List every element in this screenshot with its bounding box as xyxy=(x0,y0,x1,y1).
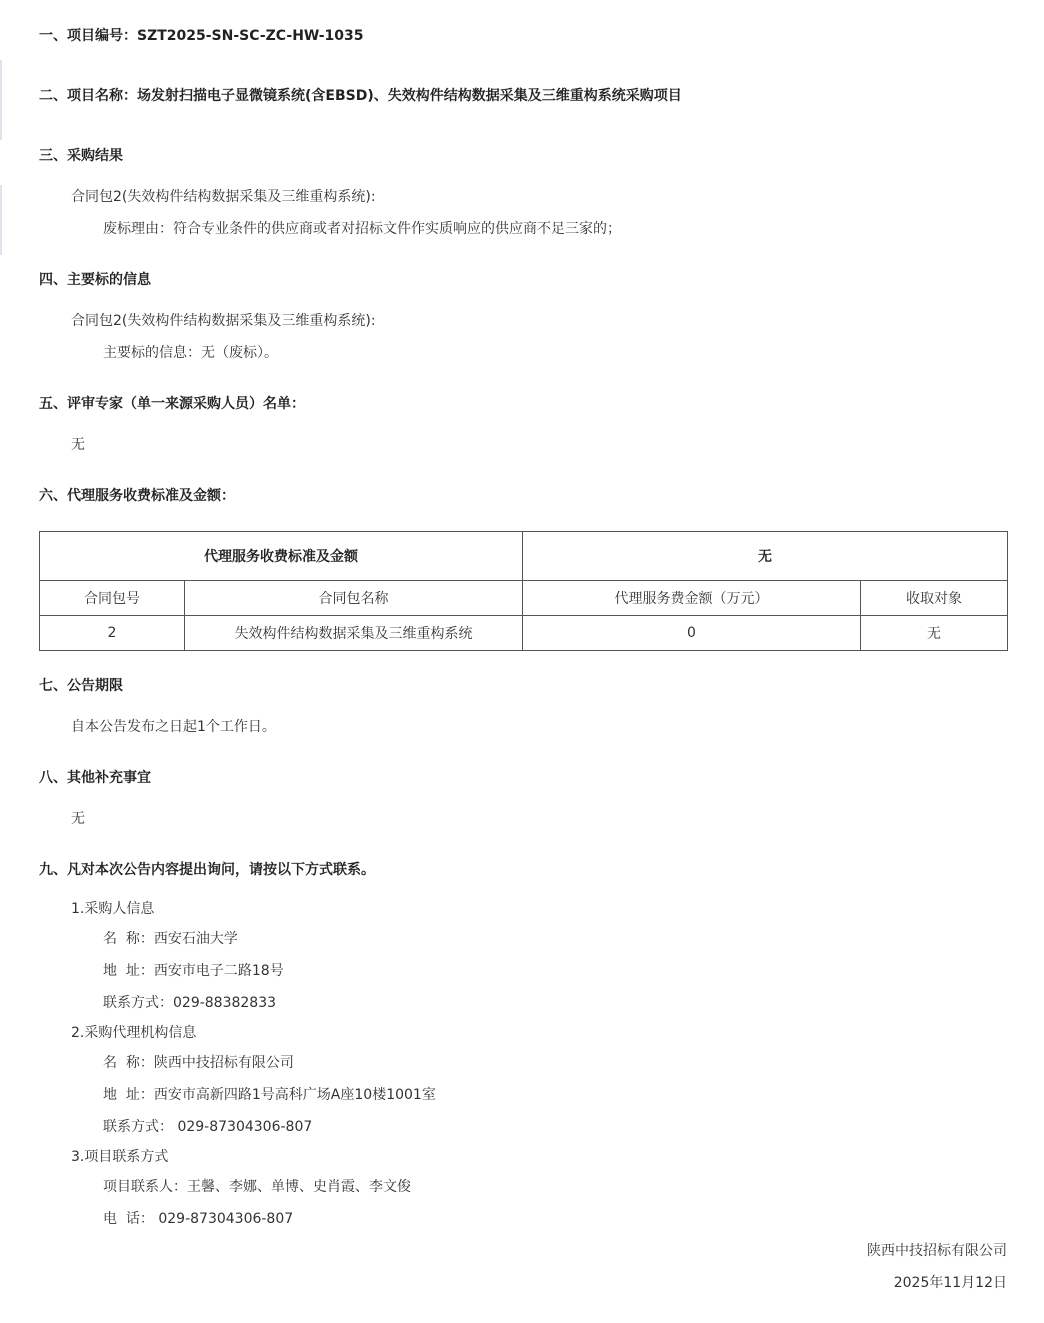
footer-company: 陕西中技招标有限公司 xyxy=(867,1243,1007,1259)
experts-heading: 五、评审专家（单一来源采购人员）名单： xyxy=(39,396,305,412)
agency-title: 2.采购代理机构信息 xyxy=(71,1025,197,1041)
fee-heading: 六、代理服务收费标准及金额： xyxy=(39,488,235,504)
project-contact-phone: 电 话： 029-87304306-807 xyxy=(103,1211,294,1227)
agency-contact: 联系方式： 029-87304306-807 xyxy=(103,1119,313,1135)
purchaser-address: 地 址：西安市电子二路18号 xyxy=(103,963,284,979)
subject-package: 合同包2(失效构件结构数据采集及三维重构系统): xyxy=(71,313,376,329)
project-contact-people: 项目联系人：王馨、李娜、单博、史肖霞、李文俊 xyxy=(103,1179,411,1195)
agency-name: 名 称：陕西中技招标有限公司 xyxy=(103,1055,294,1071)
notice-period-content: 自本公告发布之日起1个工作日。 xyxy=(71,719,276,735)
other-matters-heading: 八、其他补充事宜 xyxy=(39,770,151,786)
other-matters-content: 无 xyxy=(71,811,85,827)
project-name-heading: 二、项目名称：场发射扫描电子显微镜系统(含EBSD)、失效构件结构数据采集及三维重构系统采购项目 xyxy=(39,88,682,104)
subject-info: 主要标的信息：无（废标）。 xyxy=(103,345,278,361)
cell-fee-amount: 0 xyxy=(523,616,861,651)
purchaser-name: 名 称：西安石油大学 xyxy=(103,931,238,947)
column-header-fee-amount: 代理服务费金额（万元） xyxy=(523,581,861,616)
table-row xyxy=(40,616,1008,651)
cell-package-name: 失效构件结构数据采集及三维重构系统 xyxy=(185,616,523,651)
left-edge-accent xyxy=(0,60,2,140)
fee-table xyxy=(39,531,1008,651)
left-edge-accent xyxy=(0,185,2,255)
notice-period-heading: 七、公告期限 xyxy=(39,678,123,694)
project-number-heading: 一、项目编号：SZT2025-SN-SC-ZC-HW-1035 xyxy=(39,28,364,44)
purchaser-contact: 联系方式：029-88382833 xyxy=(103,995,277,1011)
cell-fee-payer: 无 xyxy=(861,616,1008,651)
fee-table-header-label: 代理服务收费标准及金额 xyxy=(40,532,523,581)
contact-heading: 九、凡对本次公告内容提出询问，请按以下方式联系。 xyxy=(39,862,375,878)
purchaser-title: 1.采购人信息 xyxy=(71,901,155,917)
column-header-package-no: 合同包号 xyxy=(40,581,185,616)
fee-table-column-row xyxy=(40,581,1008,616)
result-reason: 废标理由：符合专业条件的供应商或者对招标文件作实质响应的供应商不足三家的； xyxy=(103,221,621,237)
fee-table-header-value: 无 xyxy=(523,532,1008,581)
fee-table-header-row xyxy=(40,532,1008,581)
cell-package-no: 2 xyxy=(40,616,185,651)
agency-address: 地 址：西安市高新四路1号高科广场A座10楼1001室 xyxy=(103,1087,436,1103)
project-contact-title: 3.项目联系方式 xyxy=(71,1149,169,1165)
main-subject-heading: 四、主要标的信息 xyxy=(39,272,151,288)
column-header-fee-payer: 收取对象 xyxy=(861,581,1008,616)
column-header-package-name: 合同包名称 xyxy=(185,581,523,616)
footer-date: 2025年11月12日 xyxy=(893,1275,1007,1291)
procurement-result-heading: 三、采购结果 xyxy=(39,148,123,164)
experts-content: 无 xyxy=(71,437,85,453)
result-package: 合同包2(失效构件结构数据采集及三维重构系统): xyxy=(71,189,376,205)
